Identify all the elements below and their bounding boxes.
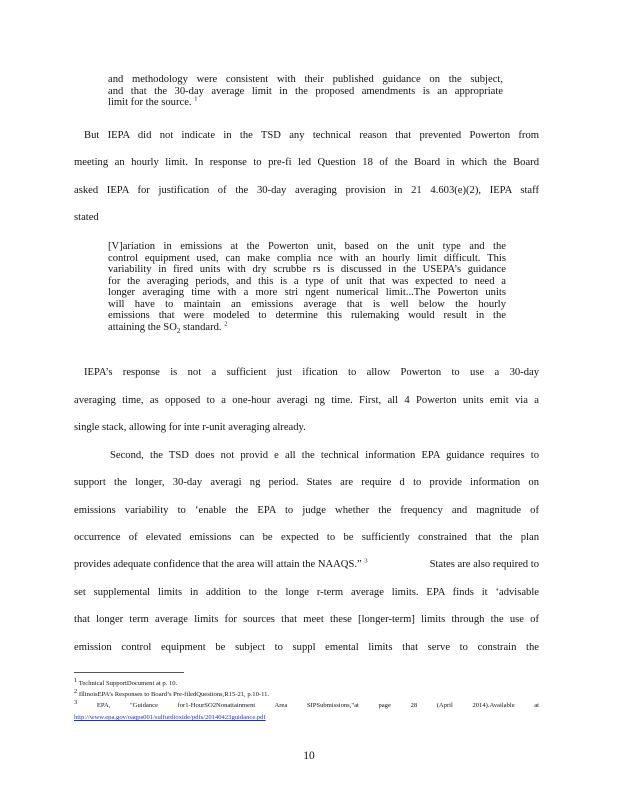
quote-line: will have to maintain an emissions average that is well below the hourly <box>108 298 506 310</box>
footnote-ref: 2 <box>224 319 228 327</box>
quote-line: for the averaging periods, and this is a type of unit that was expected to need a <box>108 275 506 287</box>
footnote <box>74 676 178 687</box>
footnote-text: IllinoisEPA’s Responses to Board’s Pre-filedQuestions,R15-21, p.10-11. <box>78 691 270 698</box>
footnote-text: EPA, "Guidance for1-HourSO2Nonattainment Area SIPSubmissions,"at page 28 (April 2014).Available at <box>96 702 539 709</box>
quote-line: and methodology were consistent with their published guidance on the subject, <box>108 74 503 85</box>
footnote-ref: 3 <box>364 557 368 565</box>
footnote-number: 1 <box>74 676 78 684</box>
para1-line: meeting an hourly limit. In response to pre-fi led Question 18 of the Board in which the Board <box>74 157 539 168</box>
subscript: 2 <box>176 326 181 335</box>
quote-line-text: standard. <box>180 321 222 333</box>
quote-line: emissions that were modeled to determine this rulemaking would result in the <box>108 310 506 321</box>
footnote-ref: 1 <box>194 95 198 103</box>
footnote <box>74 687 270 698</box>
para3-line: set supplemental limits in addition to the longe r-term average limits. EPA finds it ‘advisable <box>74 587 539 598</box>
para3-line-post: States are also required to <box>429 559 539 570</box>
para2-line: averaging time, as opposed to a one-hour averagi ng time. First, all 4 Powerton units emit via a <box>74 395 539 406</box>
para3-line-pre: provides adequate confidence that the area will attain the NAAQS.” <box>74 559 362 570</box>
quote-line: variability in fired units with dry scrubbe rs is discussed in the USEPA’s guidance <box>108 264 506 275</box>
para3-line <box>74 559 539 570</box>
para3-line: emission control equipment be subject to suppl emental limits that serve to constrain the <box>74 642 539 653</box>
para3-line: occurrence of elevated emissions can be expected to be sufficiently constrained that the plan <box>74 532 539 543</box>
page-number: 10 <box>303 750 315 762</box>
quote-line: control equipment used, can make complia nce with an hourly limit difficult. This <box>108 252 506 264</box>
para2-line: IEPA’s response is not a sufficient just ification to allow Powerton to use a 30-day <box>84 367 539 378</box>
para1-line: But IEPA did not indicate in the TSD any technical reason that prevented Powerton from <box>84 130 539 141</box>
para3-line: emissions variability to ‘enable the EPA to judge whether the frequency and magnitude of <box>74 505 539 516</box>
footnote-link-line <box>74 714 266 721</box>
para3-line: Second, the TSD does not provid e all the technical information EPA guidance requires to <box>110 450 539 461</box>
footnote-text: Technical SupportDocument at p. 10. <box>78 680 178 687</box>
quote-line: and that the 30-day average limit in the proposed amendments is an appropriate <box>108 85 503 97</box>
footnote-separator <box>74 672 184 673</box>
para3-line: that longer term average limits for sources that meet these [longer-term] limits through the use of <box>74 614 539 625</box>
quote-line-text: limit for the source. <box>108 97 192 108</box>
footnote-number: 2 <box>74 687 78 695</box>
para1-line: asked IEPA for justification of the 30-day averaging provision in 21 4.603(e)(2), IEPA staff <box>74 185 539 196</box>
top-block-quote <box>108 74 503 109</box>
quote-line <box>108 97 503 109</box>
footnote-link[interactable]: http://www.epa.gov/oaqps001/sulfurdioxide/pdfs/20140423guidance.pdf <box>74 714 266 721</box>
quote-line-text: attaining the SO <box>108 321 177 333</box>
quote-line: longer averaging time with a more stri ngent numerical limit...The Powerton units <box>108 287 506 298</box>
para3-line: support the longer, 30-day averagi ng period. States are require d to provide information on <box>74 477 539 488</box>
block-quote <box>108 241 506 333</box>
para1-line: stated <box>74 212 99 223</box>
para3-line-text <box>74 559 368 570</box>
para2-line: single stack, allowing for inte r-unit averaging already. <box>74 422 306 433</box>
quote-line: [V]ariation in emissions at the Powerton unit, based on the unit type and the <box>108 241 506 252</box>
footnote <box>74 698 539 709</box>
footnote-number: 3 <box>74 698 78 706</box>
quote-line <box>108 319 506 335</box>
